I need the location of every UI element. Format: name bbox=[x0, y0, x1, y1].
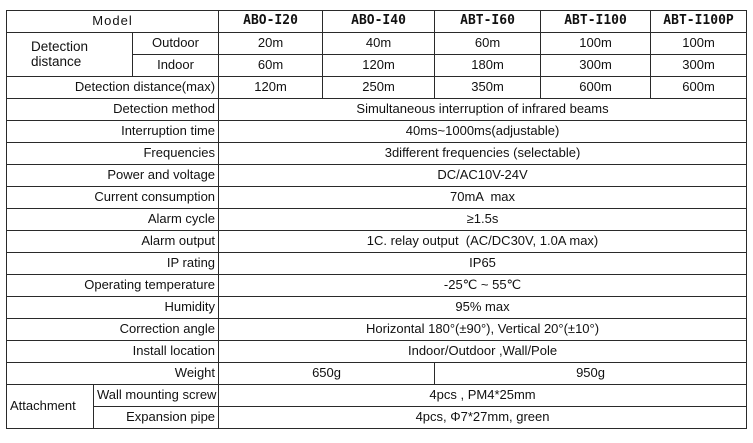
wall-screw-label: Wall mounting screw bbox=[94, 385, 219, 407]
detection-distance-label: Detection distance bbox=[7, 33, 133, 77]
outdoor-value: 20m bbox=[219, 33, 323, 55]
indoor-value: 180m bbox=[435, 55, 541, 77]
spec-label: Detection method bbox=[7, 99, 219, 121]
weight-value: 650g bbox=[219, 363, 435, 385]
model-name: ABT-I100 bbox=[541, 11, 651, 33]
spec-row bbox=[7, 341, 747, 363]
attachment-label: Attachment bbox=[7, 385, 94, 429]
spec-label: Install location bbox=[7, 341, 219, 363]
model-name: ABO-I40 bbox=[323, 11, 435, 33]
header-row bbox=[7, 11, 747, 33]
spec-row bbox=[7, 143, 747, 165]
attachment-screw-row bbox=[7, 385, 747, 407]
spec-label: IP rating bbox=[7, 253, 219, 275]
spec-row bbox=[7, 319, 747, 341]
spec-value: DC/AC10V-24V bbox=[219, 165, 747, 187]
spec-value: 40ms~1000ms(adjustable) bbox=[219, 121, 747, 143]
spec-value: Simultaneous interruption of infrared beams bbox=[219, 99, 747, 121]
spec-row bbox=[7, 253, 747, 275]
outdoor-value: 40m bbox=[323, 33, 435, 55]
spec-value: Horizontal 180°(±90°), Vertical 20°(±10°) bbox=[219, 319, 747, 341]
spec-label: Frequencies bbox=[7, 143, 219, 165]
detection-max-value: 600m bbox=[541, 77, 651, 99]
weight-row bbox=[7, 363, 747, 385]
indoor-value: 120m bbox=[323, 55, 435, 77]
spec-label: Alarm cycle bbox=[7, 209, 219, 231]
spec-value: 70mA max bbox=[219, 187, 747, 209]
expansion-pipe-value: 4pcs, Φ7*27mm, green bbox=[219, 407, 747, 429]
spec-row bbox=[7, 121, 747, 143]
detection-max-value: 600m bbox=[651, 77, 747, 99]
model-header: Model bbox=[7, 11, 219, 33]
model-name: ABT-I100P bbox=[651, 11, 747, 33]
spec-value: Indoor/Outdoor ,Wall/Pole bbox=[219, 341, 747, 363]
spec-value: IP65 bbox=[219, 253, 747, 275]
spec-table-container bbox=[6, 10, 747, 429]
spec-value: 95% max bbox=[219, 297, 747, 319]
model-name: ABO-I20 bbox=[219, 11, 323, 33]
detection-max-value: 350m bbox=[435, 77, 541, 99]
detection-max-label: Detection distance(max) bbox=[7, 77, 219, 99]
spec-row bbox=[7, 297, 747, 319]
spec-label: Operating temperature bbox=[7, 275, 219, 297]
expansion-pipe-label: Expansion pipe bbox=[94, 407, 219, 429]
spec-row bbox=[7, 187, 747, 209]
spec-value: ≥1.5s bbox=[219, 209, 747, 231]
detection-max-row bbox=[7, 77, 747, 99]
spec-label: Power and voltage bbox=[7, 165, 219, 187]
spec-value: 3different frequencies (selectable) bbox=[219, 143, 747, 165]
spec-label: Humidity bbox=[7, 297, 219, 319]
indoor-value: 300m bbox=[651, 55, 747, 77]
attachment-pipe-row bbox=[7, 407, 747, 429]
weight-label: Weight bbox=[7, 363, 219, 385]
spec-value: -25℃ ~ 55℃ bbox=[219, 275, 747, 297]
specification-table bbox=[6, 10, 747, 429]
wall-screw-value: 4pcs , PM4*25mm bbox=[219, 385, 747, 407]
detection-max-value: 250m bbox=[323, 77, 435, 99]
spec-label: Correction angle bbox=[7, 319, 219, 341]
spec-row bbox=[7, 231, 747, 253]
outdoor-value: 60m bbox=[435, 33, 541, 55]
outdoor-label: Outdoor bbox=[133, 33, 219, 55]
detection-outdoor-row bbox=[7, 33, 747, 55]
outdoor-value: 100m bbox=[541, 33, 651, 55]
spec-row bbox=[7, 209, 747, 231]
indoor-value: 60m bbox=[219, 55, 323, 77]
weight-value: 950g bbox=[435, 363, 747, 385]
spec-label: Alarm output bbox=[7, 231, 219, 253]
spec-label: Interruption time bbox=[7, 121, 219, 143]
spec-row bbox=[7, 165, 747, 187]
detection-max-value: 120m bbox=[219, 77, 323, 99]
spec-row bbox=[7, 275, 747, 297]
spec-row bbox=[7, 99, 747, 121]
spec-label: Current consumption bbox=[7, 187, 219, 209]
indoor-label: Indoor bbox=[133, 55, 219, 77]
spec-value: 1C. relay output (AC/DC30V, 1.0A max) bbox=[219, 231, 747, 253]
model-name: ABT-I60 bbox=[435, 11, 541, 33]
outdoor-value: 100m bbox=[651, 33, 747, 55]
indoor-value: 300m bbox=[541, 55, 651, 77]
